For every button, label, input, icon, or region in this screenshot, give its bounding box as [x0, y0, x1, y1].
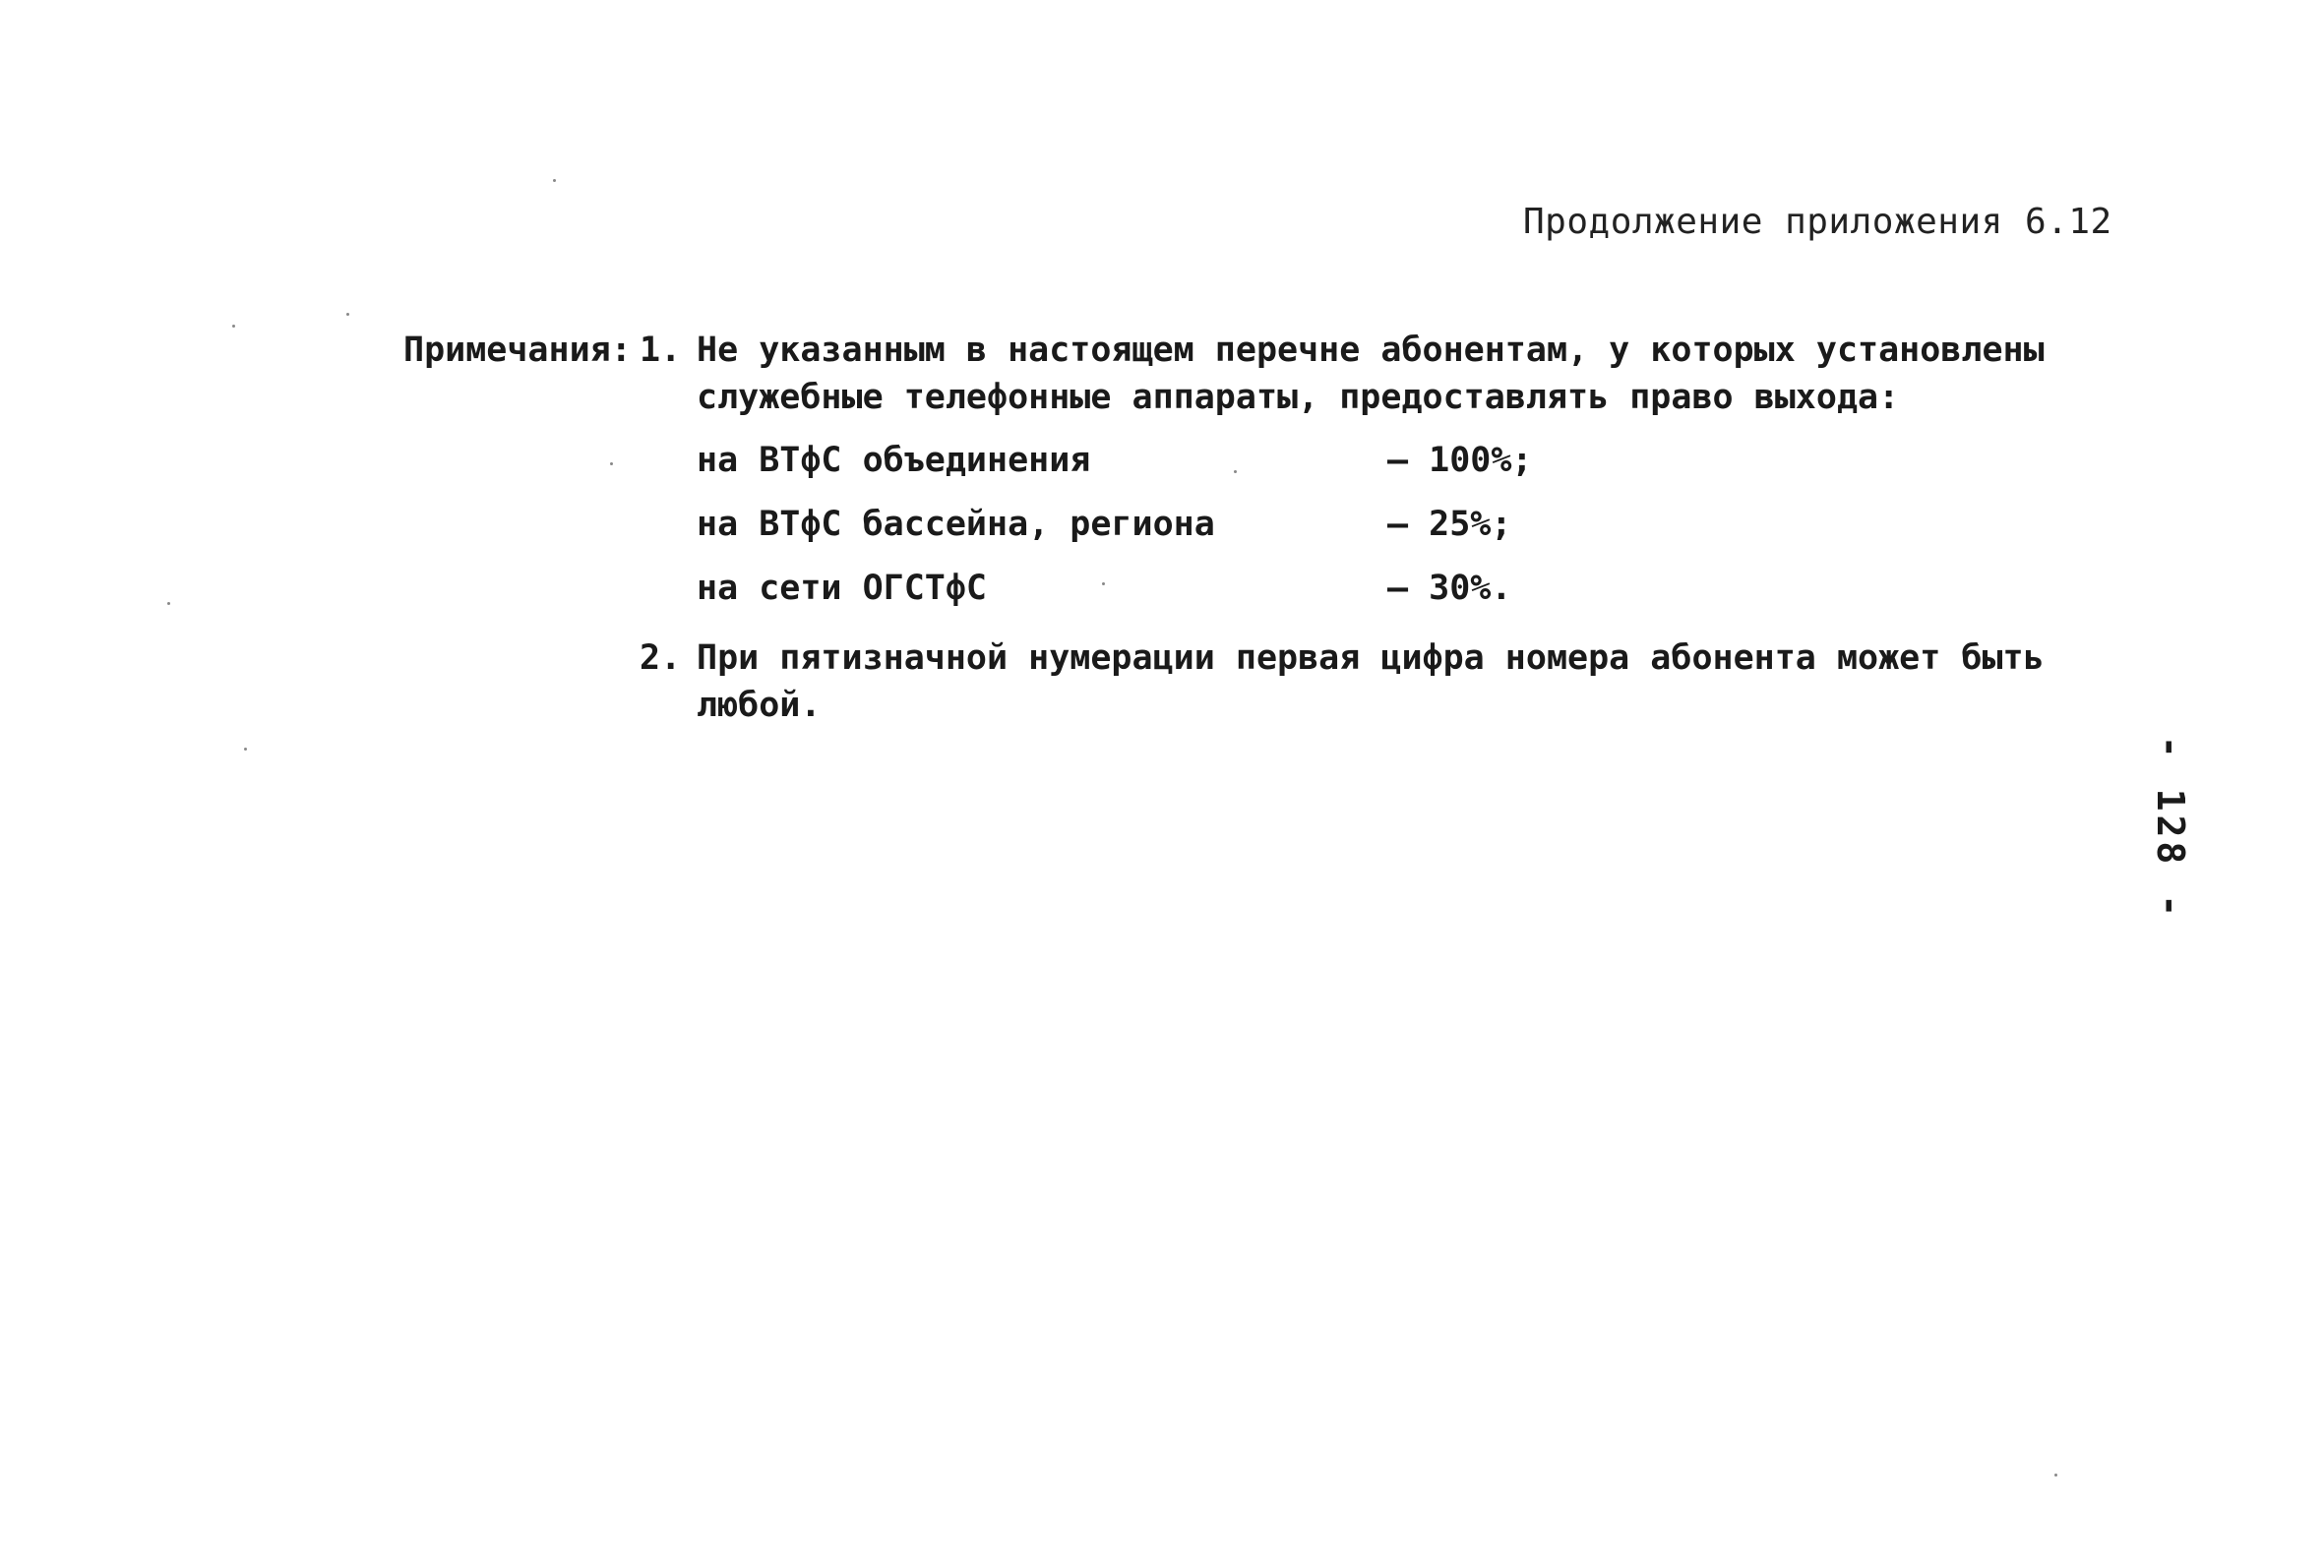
rate-row — [697, 565, 1582, 612]
rate-name: на ВТфС объединения — [697, 441, 1091, 480]
note-2-number: 2. — [640, 638, 682, 678]
note-2-line-1: При пятизначной нумерации первая цифра номера абонента может быть — [697, 638, 2045, 678]
rate-row — [697, 437, 1582, 484]
scan-speck — [346, 313, 349, 316]
rate-row — [697, 501, 1582, 548]
continuation-header: Продолжение приложения 6.12 — [1523, 202, 2112, 242]
notes-label: Примечания: — [403, 331, 632, 370]
rate-value: – 25%; — [1387, 505, 1512, 544]
scan-speck — [167, 602, 170, 605]
page-number: - 128 - — [2149, 735, 2193, 922]
note-1-line-1: Не указанным в настоящем перечне абонентам, у которых установлены — [697, 331, 2045, 370]
scan-speck — [610, 462, 613, 465]
note-1-number: 1. — [640, 331, 682, 370]
scan-speck — [244, 748, 247, 751]
scan-speck — [1234, 470, 1237, 473]
rate-name: на сети ОГСТфС — [697, 569, 988, 608]
scan-speck — [553, 179, 556, 182]
rate-value: – 100%; — [1387, 441, 1533, 480]
rate-value: – 30%. — [1387, 569, 1512, 608]
scan-speck — [2054, 1474, 2057, 1477]
note-1-line-2: служебные телефонные аппараты, предоставлять право выхода: — [697, 378, 1900, 417]
scan-speck — [1102, 582, 1105, 585]
rate-name: на ВТфС бассейна, региона — [697, 505, 1215, 544]
scan-speck — [232, 325, 235, 328]
note-2-line-2: любой. — [697, 686, 822, 725]
